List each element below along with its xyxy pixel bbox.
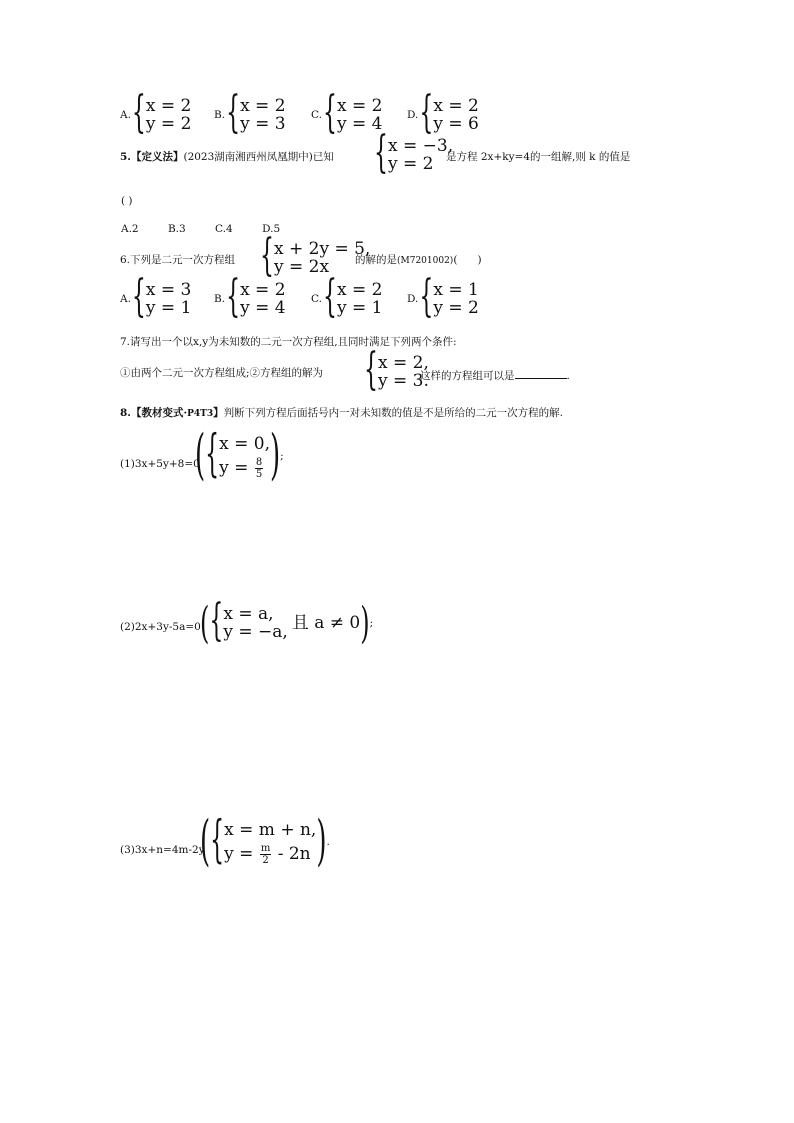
option-line1: x = 2 [145,96,192,116]
option-line2: y = 1 [145,298,192,318]
brace-icon: { [419,273,434,323]
q8-p1-system: ( { x = 0, y = $\frac{8}{5}$ ) ; [195,424,284,488]
q7-line2-post: 这样的方程组可以是 . [420,370,570,382]
q7-answer-blank[interactable] [515,368,567,379]
brace-icon: { [419,89,434,139]
brace-icon: { [323,273,337,323]
q5-options: A.2 B.3 C.4 D.5 [121,223,281,235]
option-line2: y = 1 [337,298,383,318]
option-line2: y = 3 [240,114,286,134]
q8-p3-system: ( { x = m + n, y = $\frac{m}{2}$ - 2n ) . [200,810,330,874]
option-line1: x = 2 [240,280,286,300]
q5-number: 5.【定义法】(2023湖南湘西州凤凰期中)已知 [120,151,334,163]
brace-icon: { [226,89,241,139]
option-d[interactable] [407,89,479,139]
brace-icon: { [131,89,146,139]
q8-header: 8.【教材变式·P4T3】判断下列方程后面括号内一对未知数的值是不是所给的二元一次方程的解. [120,407,563,419]
option-label: C. [311,292,322,305]
brace-icon: { [226,273,241,323]
option-a[interactable] [120,89,192,139]
option-line2: y = 6 [433,114,479,134]
q5-answer-paren: ( ) [121,195,133,207]
q6-tail: 的解的是(M7201002)( ) [355,254,482,266]
option-label: C. [311,108,322,121]
option-b[interactable] [214,273,286,323]
q8-p2-equation: (2)2x+3y-5a=0 [120,621,201,633]
option-label: D. [407,108,419,121]
brace-icon: { [323,89,337,139]
option-line1: x = 1 [433,280,479,300]
option-label: A. [120,108,131,121]
q8-p2-system: ( { x = a, y = −a, 且 a ≠ 0 ) ; [200,597,374,649]
option-line2: y = 4 [337,114,383,134]
option-line1: x = 2 [433,96,479,116]
option-line2: y = 2 [433,298,479,318]
q5-system: { x = −3, y = 2 [374,129,454,179]
option-line2: y = 2 [145,114,192,134]
q5-text: 是方程 2x+ky=4的一组解,则 k 的值是 [446,151,631,163]
q6-text: 6.下列是二元一次方程组 [120,254,236,266]
option-line2: y = 4 [240,298,286,318]
q7-line1: 7.请写出一个以x,y为未知数的二元一次方程组,且同时满足下列两个条件: [120,336,457,348]
q7-line2-pre: ①由两个二元一次方程组成;②方程组的解为 [120,367,324,379]
option-line1: x = 2 [337,96,383,116]
option-line1: x = 3 [145,280,192,300]
q8-p1-equation: (1)3x+5y+8=0 [120,458,200,470]
option-c[interactable] [311,89,383,139]
q7-system: { x = 2, y = 3. [364,346,429,396]
option-b[interactable] [214,89,286,139]
option-d[interactable] [407,273,479,323]
option-label: B. [214,108,226,121]
q8-p3-equation: (3)3x+n=4m-2y [120,844,205,856]
option-c[interactable] [311,273,383,323]
brace-icon: { [131,273,146,323]
q6-system: { x + 2y = 5, y = 2x [260,232,371,282]
option-line1: x = 2 [240,96,286,116]
option-line1: x = 2 [337,280,383,300]
option-label: D. [407,292,419,305]
option-label: B. [214,292,226,305]
option-a[interactable] [120,273,192,323]
option-label: A. [120,292,131,305]
